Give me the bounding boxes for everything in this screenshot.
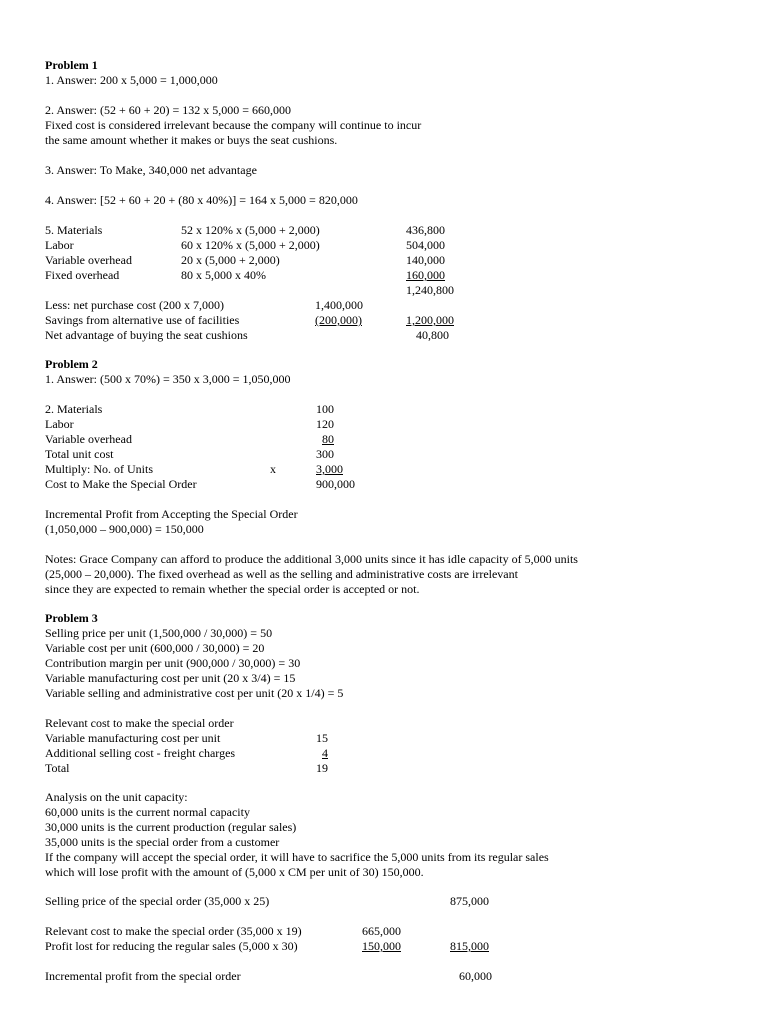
net-amount: 40,800 xyxy=(416,328,449,342)
analysis-line: which will lose profit with the amount of (5,000 x CM per unit of 30) 150,000. xyxy=(45,865,424,879)
row-amount: 436,800 xyxy=(406,223,445,237)
analysis-line: 60,000 units is the current normal capacity xyxy=(45,805,250,819)
problem3-line: Variable cost per unit (600,000 / 30,000) = 20 xyxy=(45,641,265,655)
problem1-answer2-note: Fixed cost is considered irrelevant because the company will continue to incur xyxy=(45,118,422,132)
row-amount: 4 xyxy=(322,746,328,760)
analysis-line: 35,000 units is the special order from a customer xyxy=(45,835,280,849)
analysis-line: If the company will accept the special order, it will have to sacrifice the 5,000 units from its regular sales xyxy=(45,850,549,864)
row-label: Total xyxy=(45,761,70,775)
row-amount: 160,000 xyxy=(406,268,445,282)
problem2-heading: Problem 2 xyxy=(45,357,98,371)
row-label: 5. Materials xyxy=(45,223,103,237)
problem1-answer4: 4. Answer: [52 + 60 + 20 + (80 x 40%)] = 164 x 5,000 = 820,000 xyxy=(45,193,358,207)
less-amount: 1,400,000 xyxy=(315,298,363,312)
row-amount: 300 xyxy=(316,447,334,461)
row-label: Cost to Make the Special Order xyxy=(45,477,197,491)
savings-total: 1,200,000 xyxy=(406,313,454,327)
problem1-answer2: 2. Answer: (52 + 60 + 20) = 132 x 5,000 = 660,000 xyxy=(45,103,292,117)
row-label: Variable overhead xyxy=(45,432,132,446)
row-calc: 52 x 120% x (5,000 + 2,000) xyxy=(181,223,320,237)
analysis-line: Analysis on the unit capacity: xyxy=(45,790,188,804)
problem1-answer1: 1. Answer: 200 x 5,000 = 1,000,000 xyxy=(45,73,218,87)
incremental-profit-label: Incremental profit from the special order xyxy=(45,969,241,983)
row-amount: 140,000 xyxy=(406,253,445,267)
relevant-cost-label: Relevant cost to make the special order (35,000 x 19) xyxy=(45,924,302,938)
row-amount: 120 xyxy=(316,417,334,431)
row-label: Variable manufacturing cost per unit xyxy=(45,731,221,745)
problem3-line: Variable manufacturing cost per unit (20 x 3/4) = 15 xyxy=(45,671,296,685)
selling-price-amount: 875,000 xyxy=(450,894,489,908)
notes-line: Notes: Grace Company can afford to produce the additional 3,000 units since it has idle capacity of 5,000 units xyxy=(45,552,578,566)
problem3-line: Contribution margin per unit (900,000 / 30,000) = 30 xyxy=(45,656,301,670)
profit-lost-label: Profit lost for reducing the regular sales (5,000 x 30) xyxy=(45,939,298,953)
row-label: Labor xyxy=(45,417,74,431)
row-calc: 60 x 120% x (5,000 + 2,000) xyxy=(181,238,320,252)
net-label: Net advantage of buying the seat cushions xyxy=(45,328,248,342)
multiply-operator: x xyxy=(270,462,276,476)
row-label: Multiply: No. of Units xyxy=(45,462,154,476)
row-label: Fixed overhead xyxy=(45,268,120,282)
incremental-calc: (1,050,000 – 900,000) = 150,000 xyxy=(45,522,204,536)
incremental-profit-amount: 60,000 xyxy=(459,969,492,983)
row-label: Additional selling cost - freight charges xyxy=(45,746,236,760)
less-label: Less: net purchase cost (200 x 7,000) xyxy=(45,298,224,312)
profit-lost-total: 815,000 xyxy=(450,939,489,953)
savings-label: Savings from alternative use of facilities xyxy=(45,313,240,327)
row-amount: 504,000 xyxy=(406,238,445,252)
incremental-label: Incremental Profit from Accepting the Special Order xyxy=(45,507,298,521)
row-amount: 900,000 xyxy=(316,477,355,491)
row-amount: 80 xyxy=(322,432,334,446)
row-calc: 20 x (5,000 + 2,000) xyxy=(181,253,280,267)
analysis-line: 30,000 units is the current production (regular sales) xyxy=(45,820,297,834)
row-amount: 100 xyxy=(316,402,334,416)
row-amount: 19 xyxy=(316,761,328,775)
row-amount: 3,000 xyxy=(316,462,343,476)
selling-price-label: Selling price of the special order (35,000 x 25) xyxy=(45,894,270,908)
notes-line: (25,000 – 20,000). The fixed overhead as well as the selling and administrative costs are irrelevant xyxy=(45,567,518,581)
problem1-answer2-note: the same amount whether it makes or buys the seat cushions. xyxy=(45,133,338,147)
subtotal-amount: 1,240,800 xyxy=(406,283,454,297)
problem1-answer3: 3. Answer: To Make, 340,000 net advantage xyxy=(45,163,257,177)
relevant-heading: Relevant cost to make the special order xyxy=(45,716,234,730)
row-label: Labor xyxy=(45,238,74,252)
relevant-cost-amount: 665,000 xyxy=(362,924,401,938)
row-label: Total unit cost xyxy=(45,447,114,461)
notes-line: since they are expected to remain whether the special order is accepted or not. xyxy=(45,582,420,596)
row-label: Variable overhead xyxy=(45,253,132,267)
problem3-heading: Problem 3 xyxy=(45,611,98,625)
row-amount: 15 xyxy=(316,731,328,745)
problem2-answer1: 1. Answer: (500 x 70%) = 350 x 3,000 = 1,050,000 xyxy=(45,372,291,386)
row-calc: 80 x 5,000 x 40% xyxy=(181,268,266,282)
row-label: 2. Materials xyxy=(45,402,103,416)
problem3-line: Selling price per unit (1,500,000 / 30,000) = 50 xyxy=(45,626,273,640)
profit-lost-amount: 150,000 xyxy=(362,939,401,953)
savings-amount: (200,000) xyxy=(315,313,362,327)
problem1-heading: Problem 1 xyxy=(45,58,98,72)
problem3-line: Variable selling and administrative cost per unit (20 x 1/4) = 5 xyxy=(45,686,344,700)
